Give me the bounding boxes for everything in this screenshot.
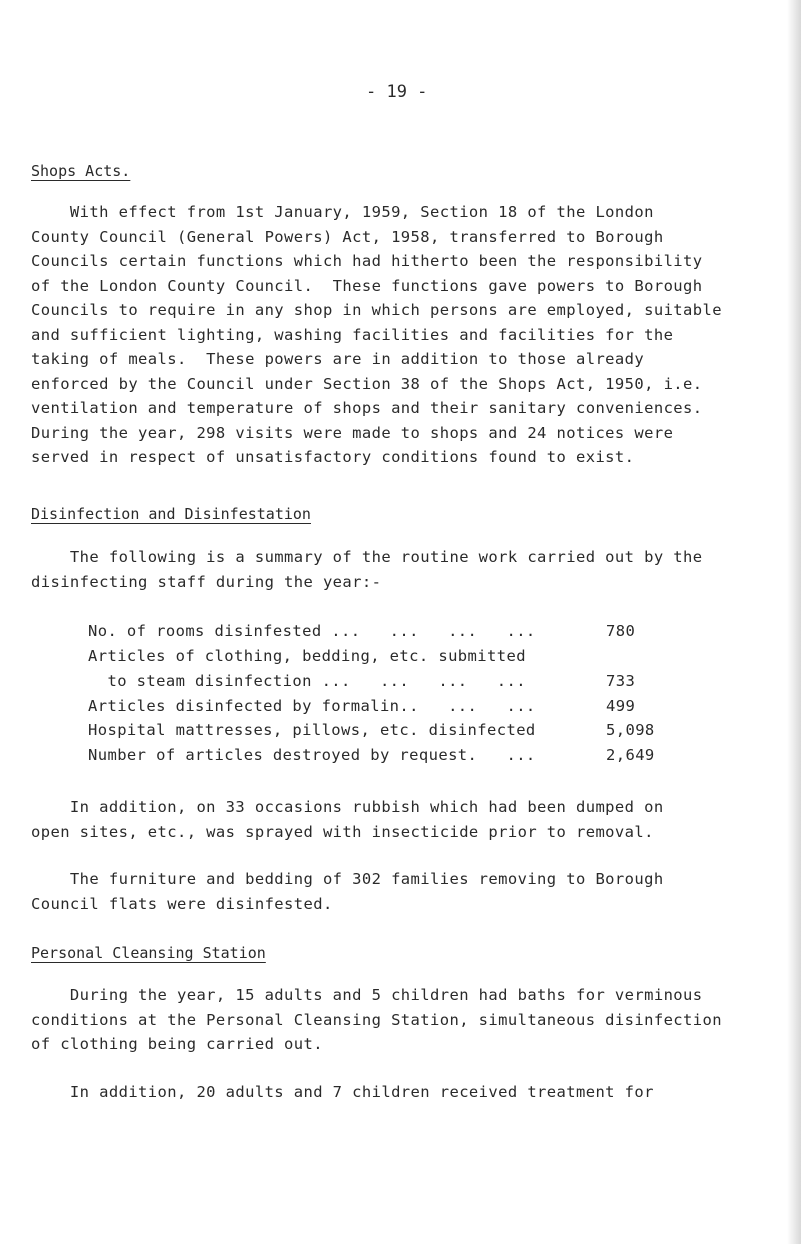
paragraph-disinfection-intro: The following is a summary of the routine work carried out by the disinfecting staff during the year:- [31,548,703,591]
summary-row-value: 733 [606,672,636,690]
summary-row-label: Articles disinfected by formalin.. ... ... [88,697,536,715]
heading-disinfection: Disinfection and Disinfestation [31,505,311,523]
paragraph-shops-acts: With effect from 1st January, 1959, Section 18 of the London County Council (General Powers) Act, 1958, transferred to Borough Councils certain functions which had hitherto been the responsibility of the London County Council. These functions gave powers to Borough Councils to require in any shop in which persons are employed, suitable and sufficient lighting, washing facilities and facilities for the taking of meals. These powers are in addition to those already enforced by the Council under Section 38 of the Shops Act, 1950, i.e. ventilation and temperature of shops and their sanitary conveniences. During the year, 298 visits were made to shops and 24 notices were served in respect of unsatisfactory conditions found to exist. [31,203,722,466]
summary-row-label: No. of rooms disinfested ... ... ... ... [88,622,536,640]
summary-row-value: 5,098 [606,721,655,739]
page-number: - 19 - [366,82,428,102]
paragraph-furniture-disinfested: The furniture and bedding of 302 families removing to Borough Council flats were disinfested. [31,870,664,913]
summary-row-value: 2,649 [606,746,655,764]
summary-row-label: Articles of clothing, bedding, etc. submitted [88,647,526,665]
page-edge-shadow [787,0,801,1244]
heading-shops-acts: Shops Acts. [31,162,131,180]
paragraph-cleansing-treatment: In addition, 20 adults and 7 children received treatment for [31,1083,654,1101]
paragraph-cleansing-baths: During the year, 15 adults and 5 children had baths for verminous conditions at the Personal Cleansing Station, simultaneous disinfection of clothing being carried out. [31,986,722,1053]
summary-row-label: Number of articles destroyed by request. ... [88,746,536,764]
heading-personal-cleansing: Personal Cleansing Station [31,944,266,962]
paragraph-rubbish-spraying: In addition, on 33 occasions rubbish which had been dumped on open sites, etc., was sprayed with insecticide prior to removal. [31,798,664,841]
summary-row-value: 780 [606,622,636,640]
summary-row-value: 499 [606,697,636,715]
summary-row-label: to steam disinfection ... ... ... ... [88,672,526,690]
summary-row-label: Hospital mattresses, pillows, etc. disinfected [88,721,536,739]
